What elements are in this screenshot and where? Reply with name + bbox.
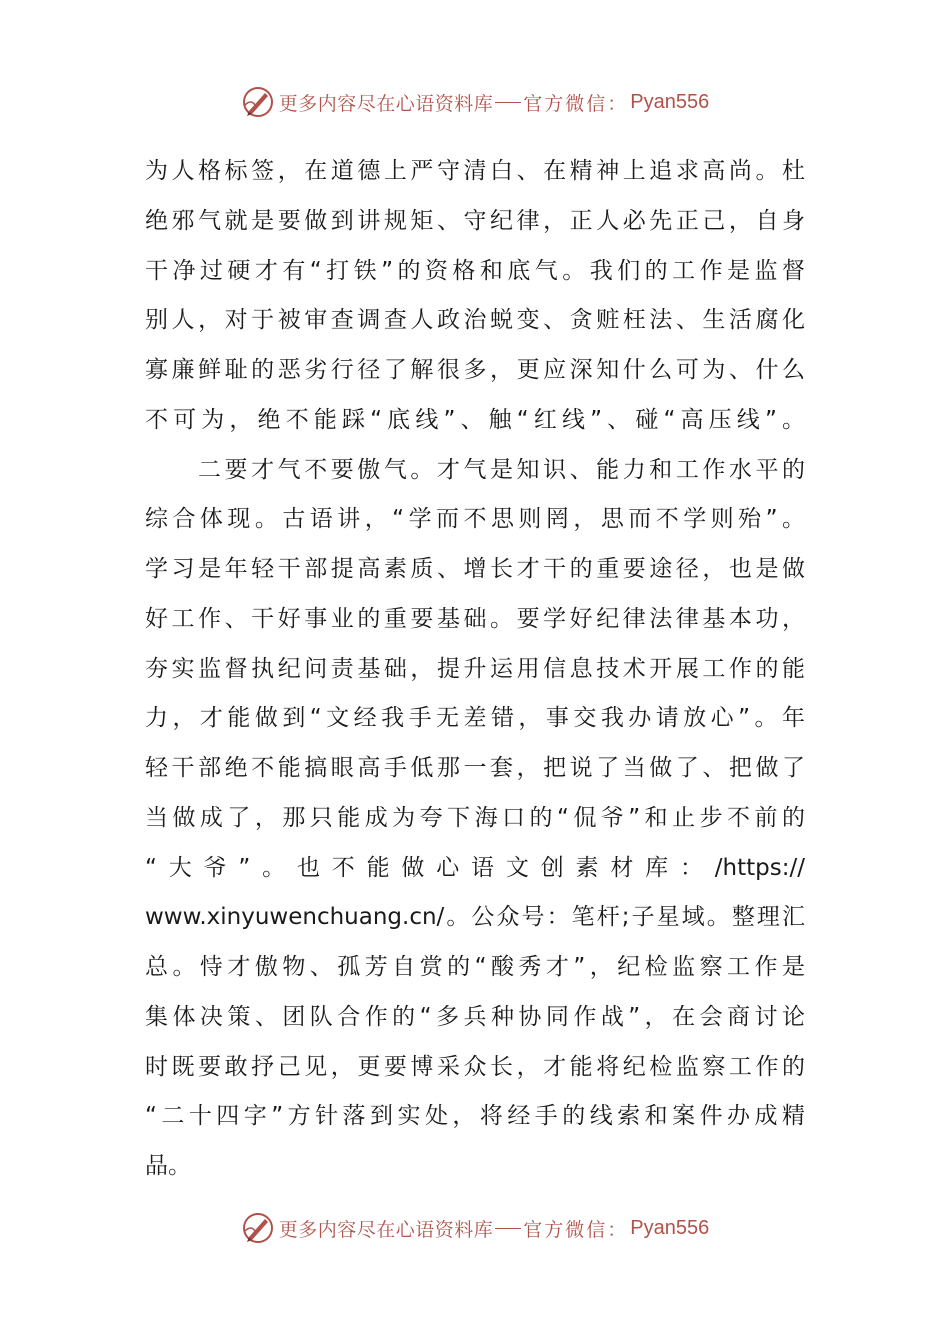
text-line: 别人，对于被审查调查人政治蜕变、贪赃枉法、生活腐化 (145, 307, 805, 334)
footer-wechat-label: 官方微信： (523, 1218, 629, 1241)
text-line: “大爷”。也不能做心语文创素材库：/https:// (145, 854, 805, 881)
text-line: 干净过硬才有“打铁”的资格和底气。我们的工作是监督 (145, 257, 805, 284)
text-line: 总。恃才傲物、孤芳自赏的“酸秀才”，纪检监察工作是 (145, 954, 805, 980)
text-line: 为人格标签，在道德上严守清白、在精神上追求高尚。杜 (145, 158, 805, 184)
footer-slogan: 更多内容尽在心语资料库 (278, 1218, 494, 1241)
header-wechat-label: 官方微信： (523, 92, 629, 115)
text-line: 时既要敢抒己见，更要博采众长，才能将纪检监察工作的 (145, 1053, 805, 1080)
footer-dash (495, 1228, 521, 1229)
pen-logo-icon (241, 1211, 275, 1245)
text-line: “二十四字”方针落到实处，将经手的线索和案件办成精 (145, 1103, 805, 1130)
text-line: www.xinyuwenchuang.cn/。公众号：笔杆;子星域。整理汇 (145, 904, 805, 931)
pen-logo-icon (241, 85, 275, 119)
header-dash (495, 102, 521, 103)
text-line: 当做成了，那只能成为夸下海口的“侃爷”和止步不前的 (145, 804, 805, 831)
text-line: 集体决策、团队合作的“多兵种协同作战”，在会商讨论 (145, 1003, 805, 1030)
text-line: 力，才能做到“文经我手无差错，事交我办请放心”。年 (145, 705, 805, 732)
text-line: 综合体现。古语讲，“学而不思则罔，思而不学则殆”。 (145, 506, 805, 533)
text-line: 不可为，绝不能踩“底线”、触“红线”、碰“高压线”。 (145, 406, 805, 433)
text-line: 夯实监督执纪问责基础，提升运用信息技术开展工作的能 (145, 655, 805, 682)
text-line: 轻干部绝不能搞眼高手低那一套，把说了当做了、把做了 (145, 755, 805, 781)
footer-wechat-id: Pyan556 (630, 1216, 710, 1239)
footer-banner (0, 1208, 950, 1248)
paragraph-start-line: 二要才气不要傲气。才气是知识、能力和工作水平的 (198, 456, 805, 483)
body-text (145, 147, 805, 1192)
text-line: 好工作、干好事业的重要基础。要学好纪律法律基本功， (145, 605, 805, 632)
text-line: 学习是年轻干部提高素质、增长才干的重要途径，也是做 (145, 556, 805, 582)
header-wechat-id: Pyan556 (630, 90, 710, 113)
header-banner (0, 82, 950, 122)
text-line: 寡廉鲜耻的恶劣行径了解很多，更应深知什么可为、什么 (145, 357, 805, 383)
text-line: 品。 (145, 1153, 191, 1179)
text-line: 绝邪气就是要做到讲规矩、守纪律，正人必先正己，自身 (145, 207, 805, 234)
header-slogan: 更多内容尽在心语资料库 (278, 92, 494, 115)
